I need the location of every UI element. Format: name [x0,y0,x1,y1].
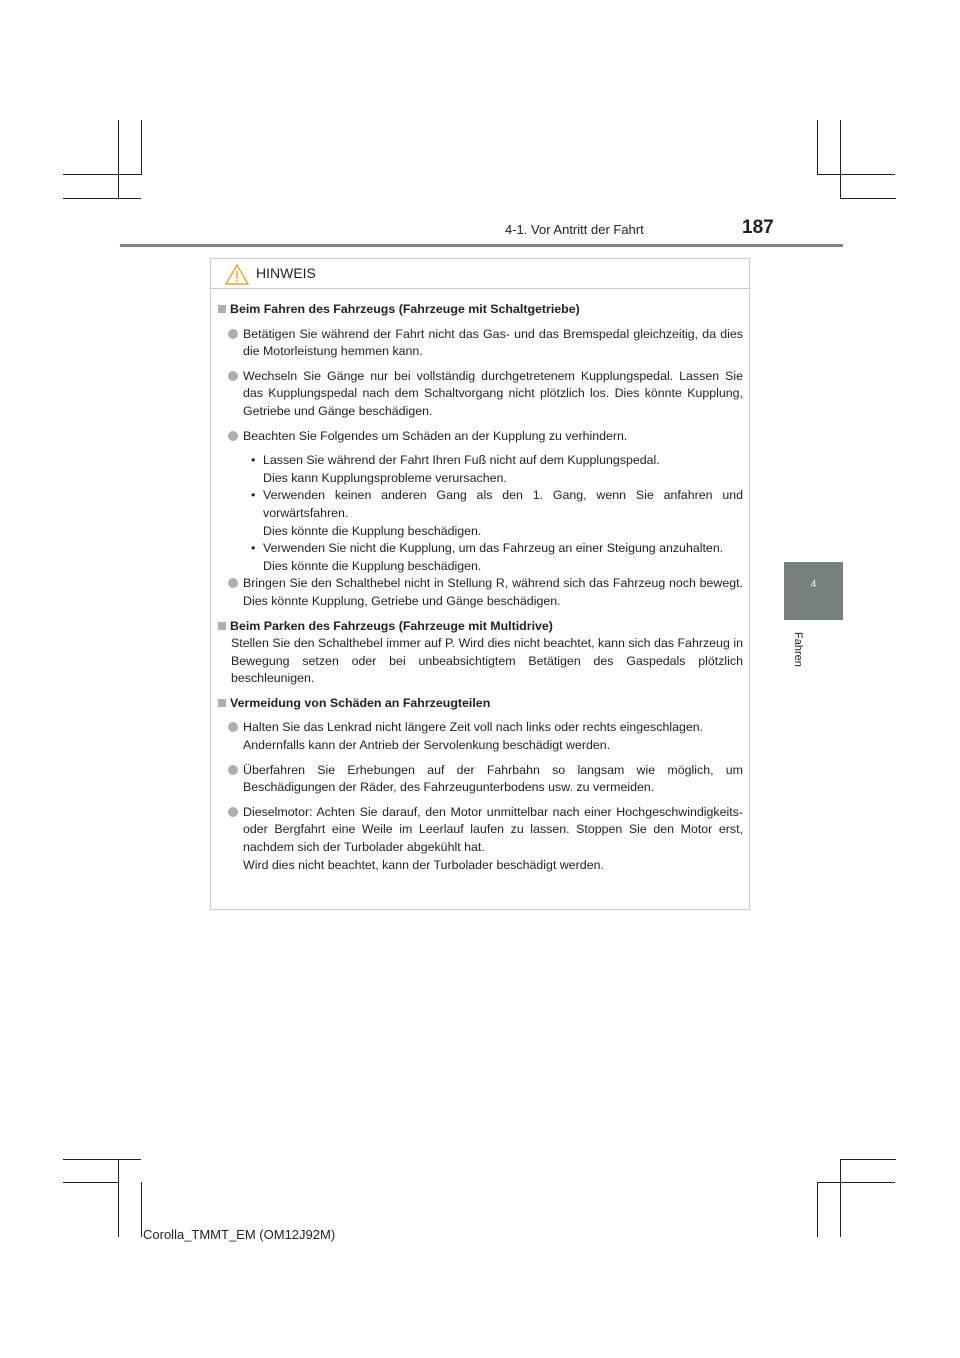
list-item: Wechseln Sie Gänge nur bei vollständig durchgetretenem Kupplungspedal. Lassen Sie das Kupplungspedal nach dem Schaltvorgang nicht plötzlich los. Dies könnte Kupplung, Getriebe und Gänge beschädigen. [217,368,743,421]
sub-list-item: • Lassen Sie während der Fahrt Ihren Fuß nicht auf dem Kupplungspedal. Dies kann Kupplungsprobleme verursachen. [251,453,660,485]
chapter-number: 4 [810,579,817,590]
crop-mark [840,1159,896,1160]
section-heading: Beim Parken des Fahrzeugs (Fahrzeuge mit Multidrive) [217,618,743,636]
crop-mark [817,1182,818,1237]
paragraph: Stellen Sie den Schalthebel immer auf P. Wird dies nicht beachtet, kann sich das Fahrzeug in Bewegung setzen oder bei unbeabsichtigtem Betätigen des Gaspedals plötzlich beschleunigen. [231,636,743,686]
crop-mark [63,198,141,199]
round-bullet-icon [228,329,238,339]
list-item: Bringen Sie den Schalthebel nicht in Stellung R, während sich das Fahrzeug noch bewegt. Dies könnte Kupplung, Getriebe und Gänge beschädigen. [217,575,743,610]
section-title: 4-1. Vor Antritt der Fahrt [505,222,644,237]
list-item: Überfahren Sie Erhebungen auf der Fahrbahn so langsam wie möglich, um Beschädigungen der Räder, des Fahrzeugunterbodens usw. zu vermeiden. [217,762,743,797]
crop-mark [840,1159,841,1237]
square-bullet-icon [218,305,226,313]
crop-mark [141,1182,142,1237]
round-bullet-icon [228,765,238,775]
square-bullet-icon [218,699,226,707]
notice-content [217,301,743,881]
crop-mark [63,1159,141,1160]
crop-mark [817,1182,895,1183]
chapter-label [786,628,806,678]
crop-mark [817,120,818,175]
round-bullet-icon [228,807,238,817]
crop-mark [118,1159,119,1237]
list-item: Betätigen Sie während der Fahrt nicht das Gas- und das Bremspedal gleichzeitig, da dies die Motorleistung hemmen kann. [217,326,743,361]
round-bullet-icon [228,431,238,441]
page-number: 187 [742,217,774,238]
list-item: Dieselmotor: Achten Sie darauf, den Motor unmittelbar nach einer Hochgeschwindigkeits- oder Bergfahrt eine Weile im Leerlauf laufen zu lassen. Stoppen Sie den Motor erst, nachdem sich der Turbolader abgekühlt hat. Wird dies nicht beachtet, kann der Turbolader beschädigt werden. [217,804,743,874]
sub-list-item: • Verwenden Sie nicht die Kupplung, um das Fahrzeug an einer Steigung anzuhalten. Dies könnte die Kupplung beschädigen. [251,541,724,573]
crop-mark [817,174,895,175]
notice-box [210,258,750,910]
warning-triangle-icon [225,264,249,285]
crop-mark [141,120,142,175]
list-item: Halten Sie das Lenkrad nicht längere Zeit voll nach links oder rechts eingeschlagen. Andernfalls kann der Antrieb der Servolenkung beschädigt werden. [217,719,743,754]
crop-mark [118,120,119,198]
section-heading: Beim Fahren des Fahrzeugs (Fahrzeuge mit Schaltgetriebe) [217,301,743,319]
square-bullet-icon [218,622,226,630]
round-bullet-icon [228,371,238,381]
header-rule [120,244,843,247]
round-bullet-icon [228,722,238,732]
sub-list-item: • Verwenden keinen anderen Gang als den 1. Gang, wenn Sie anfahren und vorwärtsfahren. Dies könnte die Kupplung beschädigen. [251,488,743,538]
notice-header [211,259,749,289]
crop-mark [840,198,896,199]
crop-mark [63,1182,119,1183]
chapter-label-text: Fahren [792,632,804,667]
crop-mark [63,174,141,175]
list-item: Beachten Sie Folgendes um Schäden an der Kupplung zu verhindern. [217,428,743,446]
chapter-tab [784,562,843,620]
document-id: Corolla_TMMT_EM (OM12J92M) [143,1227,336,1242]
notice-title: HINWEIS [256,265,316,281]
round-bullet-icon [228,578,238,588]
section-heading: Vermeidung von Schäden an Fahrzeugteilen [217,695,743,713]
crop-mark [840,120,841,198]
